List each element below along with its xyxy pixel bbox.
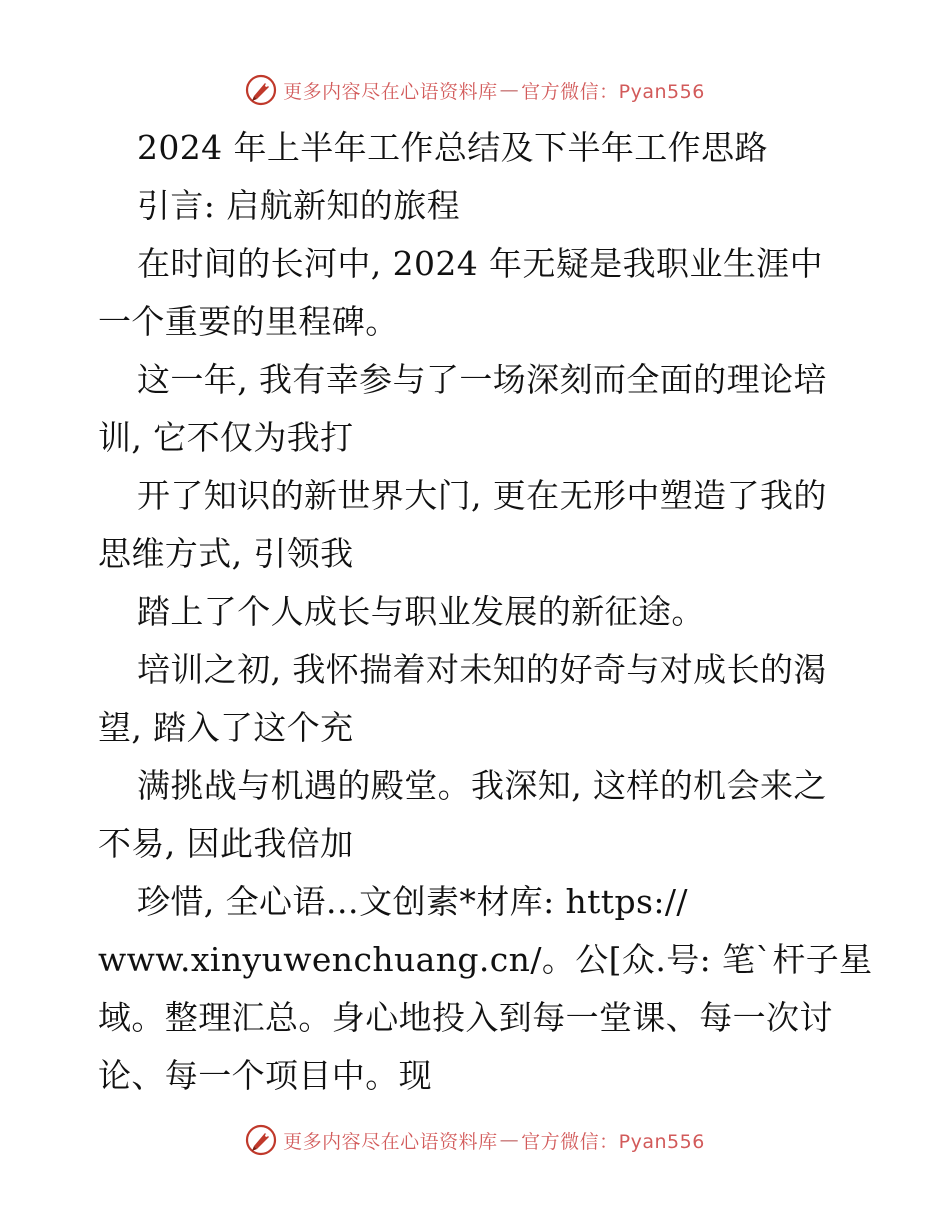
banner-text: 更多内容尽在心语资料库 [283, 80, 498, 103]
paragraph-line: 域。整理汇总。身心地投入到每一堂课、每一次讨 [98, 998, 833, 1037]
paragraph-line: 培训之初, 我怀揣着对未知的好奇与对成长的渴 [137, 650, 827, 689]
paragraph-line: 在时间的长河中, 2024 年无疑是我职业生涯中 [137, 244, 824, 283]
paragraph-line: 珍惜, 全心语…文创素*材库: https:// [137, 882, 688, 921]
document-title: 2024 年上半年工作总结及下半年工作思路 [137, 128, 768, 167]
pen-nib-logo-icon [245, 1124, 277, 1156]
paragraph-line: 训, 它不仅为我打 [98, 418, 354, 457]
paragraph-line: www.xinyuwenchuang.cn/。公[众.号: 笔`杆子星 [98, 940, 873, 979]
footer-watermark-banner [0, 1122, 950, 1158]
paragraph-line: 踏上了个人成长与职业发展的新征途。 [137, 592, 705, 631]
paragraph-line: 一个重要的里程碑。 [98, 302, 399, 341]
paragraph-line: 开了知识的新世界大门, 更在无形中塑造了我的 [137, 476, 827, 515]
paragraph-line: 不易, 因此我倍加 [98, 824, 354, 863]
banner-text: 更多内容尽在心语资料库 [283, 1130, 498, 1153]
banner-wechat: 官方微信：Pyan556 [521, 80, 705, 103]
paragraph-line: 这一年, 我有幸参与了一场深刻而全面的理论培 [137, 360, 827, 399]
banner-wechat: 官方微信：Pyan556 [521, 1130, 705, 1153]
paragraph-line: 引言: 启航新知的旅程 [137, 186, 461, 225]
paragraph-line: 望, 踏入了这个充 [98, 708, 354, 747]
paragraph-line: 论、每一个项目中。现 [98, 1056, 432, 1095]
banner-separator: — [499, 1129, 520, 1151]
paragraph-line: 思维方式, 引领我 [98, 534, 354, 573]
pen-nib-logo-icon [245, 74, 277, 106]
header-watermark-banner [0, 72, 950, 108]
paragraph-line: 满挑战与机遇的殿堂。我深知, 这样的机会来之 [137, 766, 827, 805]
banner-separator: — [499, 79, 520, 101]
